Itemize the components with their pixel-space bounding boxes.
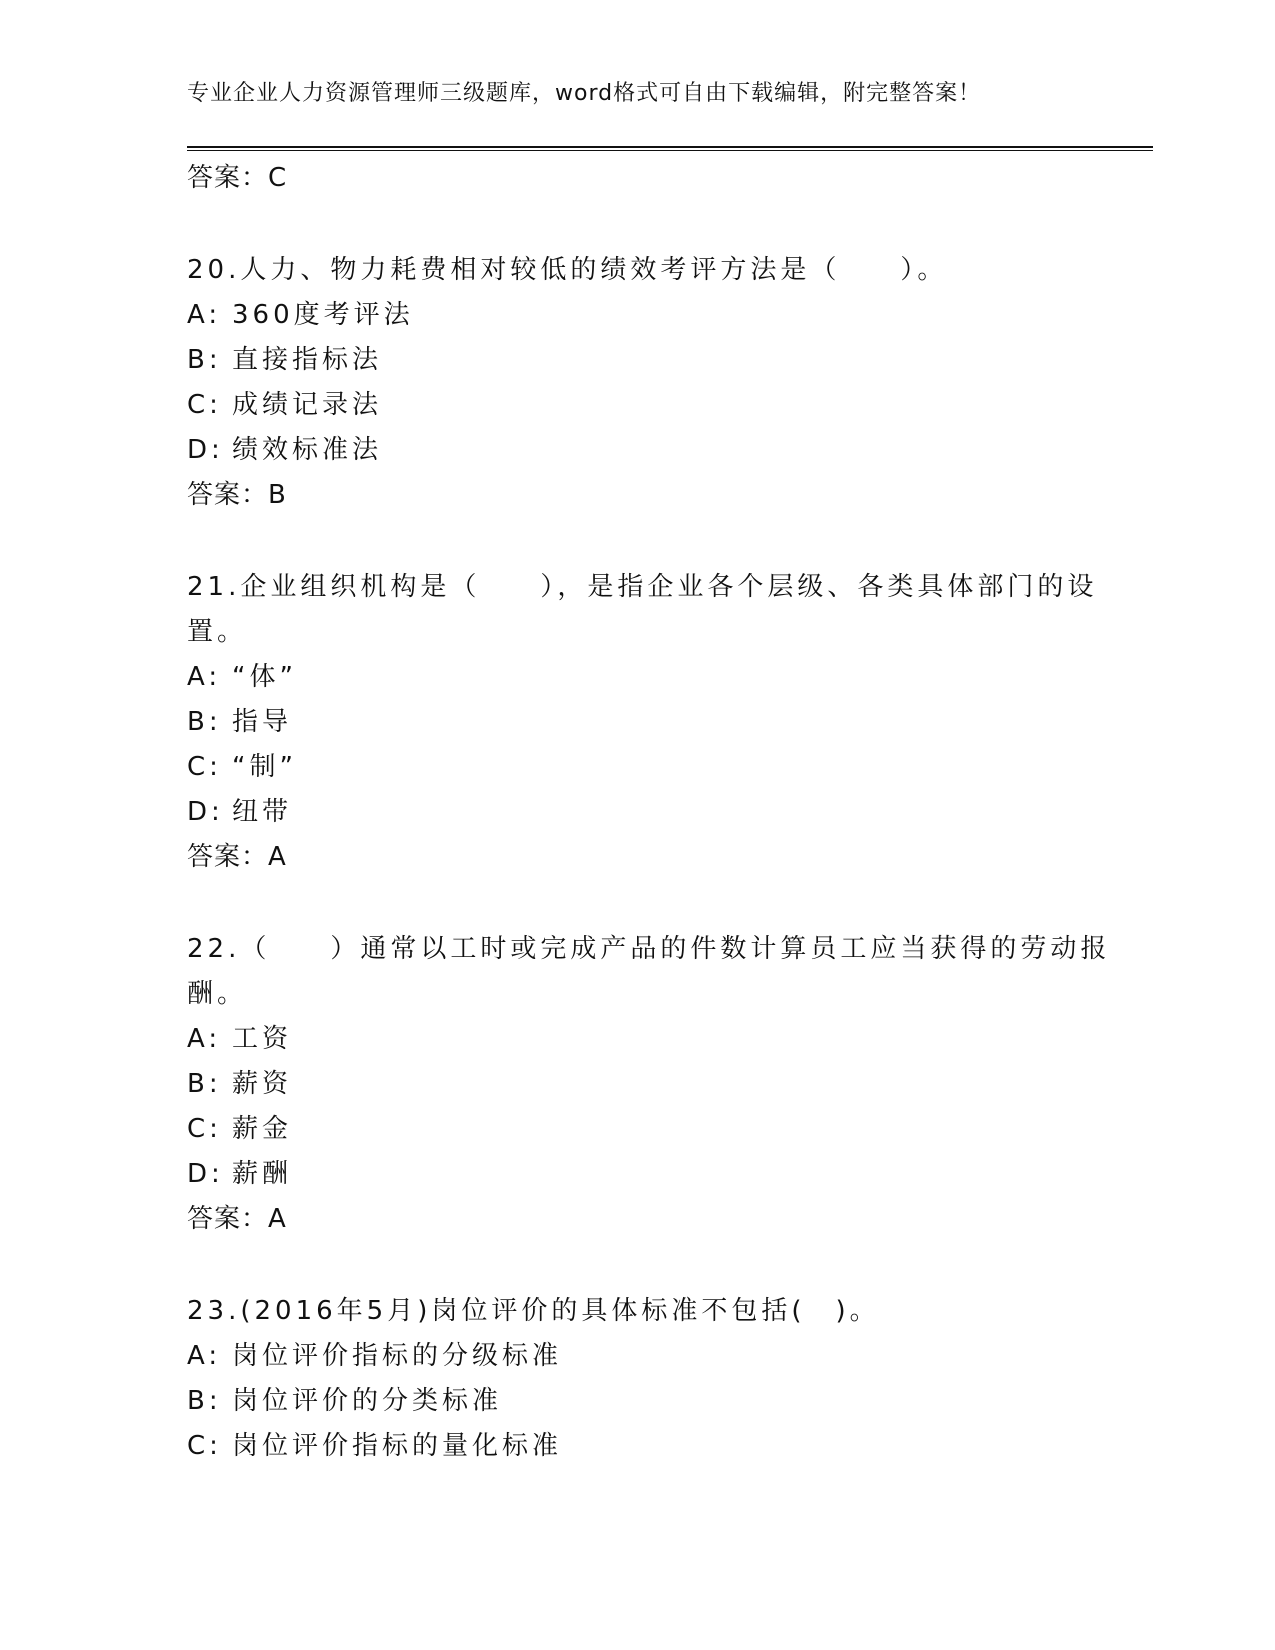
option-c [187,1107,1087,1152]
question-20 [187,248,1087,518]
option-letter: D: [187,1159,224,1189]
question-answer: 答案：B [187,480,287,510]
question-21 [187,565,1098,880]
option-a [187,293,1087,338]
spacer [187,1242,1087,1289]
option-text: 360度考评法 [232,300,414,330]
option-d [187,1152,1087,1197]
option-c [187,745,1087,790]
option-text: 薪酬 [232,1159,293,1189]
page-header: 专业企业人力资源管理师三级题库，word格式可自由下载编辑，附完整答案！ [187,81,982,106]
option-text: 薪金 [232,1114,293,1144]
option-letter: B: [187,1386,222,1416]
option-letter: B: [187,1069,222,1099]
option-letter: A: [187,1024,222,1054]
option-letter: A: [187,662,222,692]
spacer [187,201,1087,248]
option-text: 薪资 [232,1069,293,1099]
option-text: 指导 [232,707,293,737]
option-letter: C: [187,1114,222,1144]
option-b [187,338,1087,383]
option-text: “体” [232,662,297,692]
question-answer: 答案：A [187,1204,287,1234]
option-b [187,1379,1087,1424]
option-text: 工资 [232,1024,293,1054]
option-letter: C: [187,390,222,420]
option-c [187,1424,1087,1469]
option-letter: C: [187,752,222,782]
option-text: 岗位评价的分类标准 [232,1386,503,1416]
option-text: 直接指标法 [232,345,383,375]
question-list [187,156,1111,1469]
question-22 [187,927,1111,1242]
spacer [187,518,1087,565]
option-a [187,1334,1087,1379]
spacer [187,880,1087,927]
option-text: “制” [232,752,297,782]
option-c [187,383,1087,428]
question-stem: 23.(2016年5月)岗位评价的具体标准不包括( )。 [187,1296,880,1326]
option-a [187,1017,1087,1062]
option-text: 岗位评价指标的量化标准 [232,1431,563,1461]
question-answer: 答案：A [187,842,287,872]
question-stem: 21.企业组织机构是（ ），是指企业各个层级、各类具体部门的设 [187,572,1098,602]
option-d [187,428,1087,473]
option-a [187,655,1087,700]
option-d [187,790,1087,835]
option-letter: A: [187,1341,222,1371]
option-letter: C: [187,1431,222,1461]
option-text: 岗位评价指标的分级标准 [232,1341,563,1371]
option-letter: D: [187,797,224,827]
previous-answer: 答案：C [187,163,288,193]
question-stem-continued: 酬。 [187,979,248,1009]
option-b [187,700,1087,745]
question-stem: 22.（ ）通常以工时或完成产品的件数计算员工应当获得的劳动报 [187,934,1111,964]
option-letter: B: [187,707,222,737]
question-23 [187,1289,1087,1469]
option-letter: A: [187,300,222,330]
header-divider [187,146,1153,151]
question-stem: 20.人力、物力耗费相对较低的绩效考评方法是（ ）。 [187,255,948,285]
option-text: 成绩记录法 [232,390,383,420]
question-stem-continued: 置。 [187,617,248,647]
option-letter: D: [187,435,224,465]
option-text: 绩效标准法 [232,435,383,465]
option-letter: B: [187,345,222,375]
option-text: 纽带 [232,797,293,827]
option-b [187,1062,1087,1107]
